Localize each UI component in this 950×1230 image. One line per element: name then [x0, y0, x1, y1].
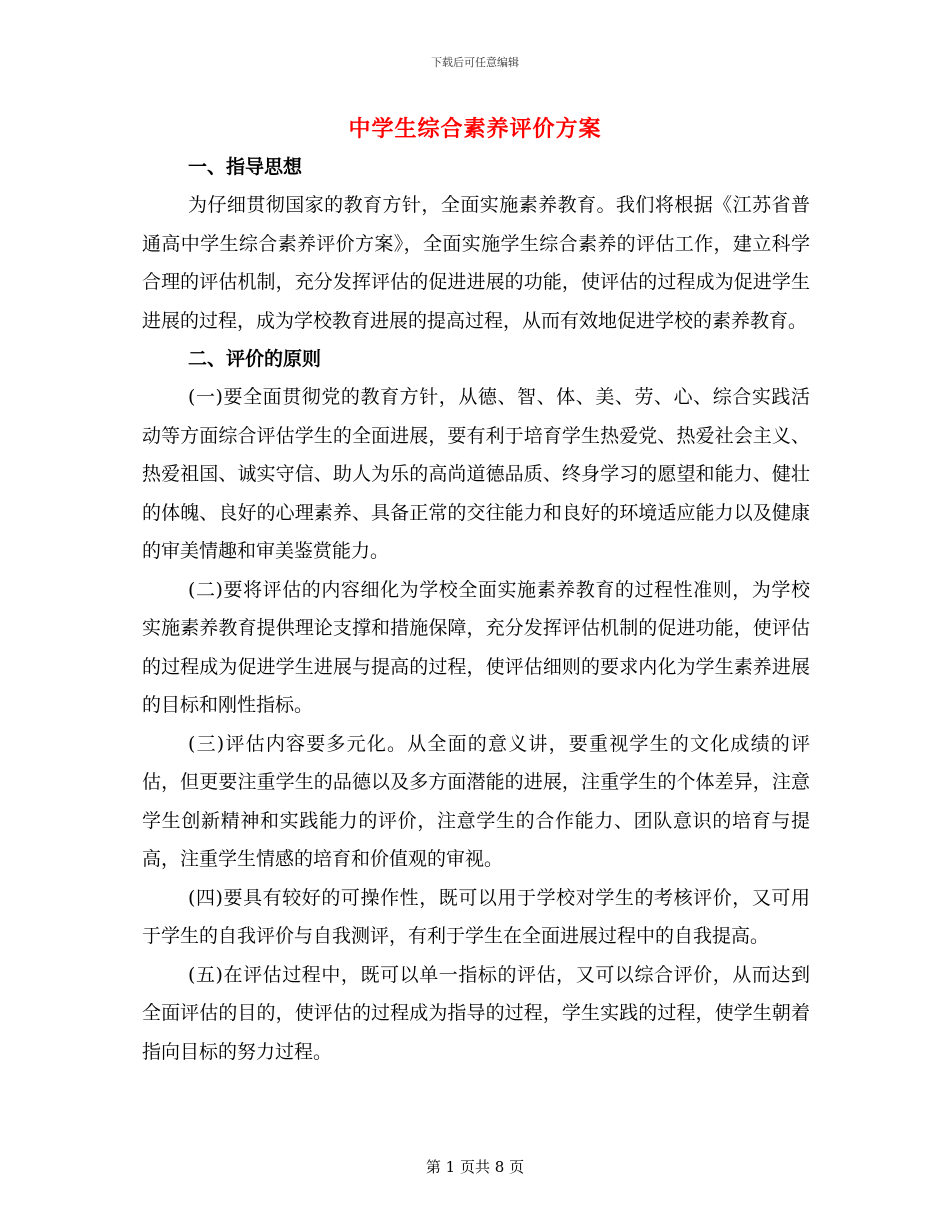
page-header: 下载后可任意编辑: [431, 56, 519, 69]
paragraph: (四)要具有较好的可操作性，既可以用于学校对学生的考核评价，又可用于学生的自我评价与自我测评，有利于学生在全面进展过程中的自我提高。: [142, 886, 810, 947]
section-heading-guiding-ideology: 一、指导思想: [188, 156, 303, 178]
paragraph: (二)要将评估的内容细化为学校全面实施素养教育的过程性准则，为学校实施素养教育提供理论支撑和措施保障，充分发挥评估机制的促进功能，使评估的过程成为促进学生进展与提高的过程，使评估细则的要求内化为学生素养进展的目标和刚性指标。: [142, 578, 810, 716]
paragraph: (五)在评估过程中，既可以单一指标的评估，又可以综合评价，从而达到全面评估的目的，使评估的过程成为指导的过程，学生实践的过程，使学生朝着指向目标的努力过程。: [142, 963, 810, 1063]
section-heading-principles: 二、评价的原则: [188, 348, 322, 370]
document-title: 中学生综合素养评价方案: [348, 117, 602, 142]
page-footer: 第 1 页共 8 页: [425, 1158, 525, 1176]
document-body: [142, 148, 810, 1071]
paragraph: (三)评估内容要多元化。从全面的意义讲，要重视学生的文化成绩的评估，但更要注重学生的品德以及多方面潜能的进展，注重学生的个体差异，注意学生创新精神和实践能力的评价，注意学生的合作能力、团队意识的培育与提高，注重学生情感的培育和价值观的审视。: [142, 732, 810, 870]
paragraph: 为仔细贯彻国家的教育方针，全面实施素养教育。我们将根据《江苏省普通高中学生综合素养评价方案》，全面实施学生综合素养的评估工作，建立科学合理的评估机制，充分发挥评估的促进进展的功能，使评估的过程成为促进学生进展的过程，成为学校教育进展的提高过程，从而有效地促进学校的素养教育。: [142, 194, 810, 332]
paragraph: (一)要全面贯彻党的教育方针，从德、智、体、美、劳、心、综合实践活动等方面综合评估学生的全面进展，要有利于培育学生热爱党、热爱社会主义、热爱祖国、诚实守信、助人为乐的高尚道德品质、终身学习的愿望和能力、健壮的体魄、良好的心理素养、具备正常的交往能力和良好的环境适应能力以及健康的审美情趣和审美鉴赏能力。: [142, 386, 810, 562]
